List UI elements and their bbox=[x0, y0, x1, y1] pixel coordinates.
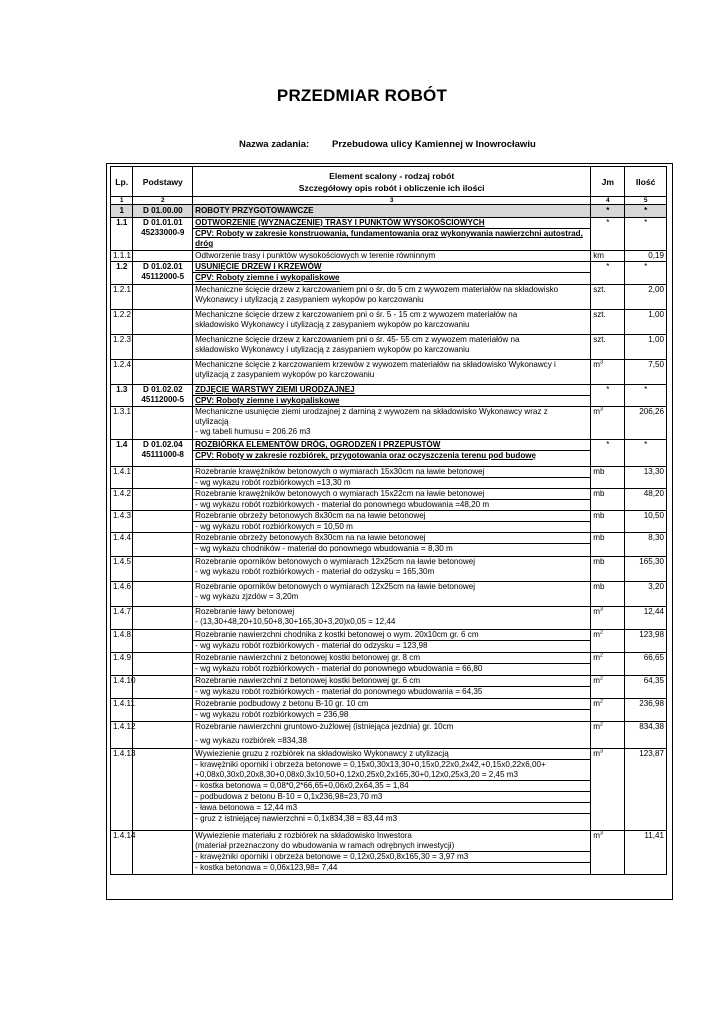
page-title: PRZEDMIAR ROBÓT bbox=[276, 86, 448, 105]
table-row: 1.2.2 Mechaniczne ścięcie drzew z karczowaniem pni o śr. 5 - 15 cm z wywozem materiałów na składowisko Wykonawcy i utylizacją z zasypaniem wykopów po karczowaniu szt. 1,00 bbox=[111, 310, 667, 335]
task-label: Nazwa zadania: bbox=[239, 139, 310, 150]
table-row: 1.4.13 Wywiezienie gruzu z rozbiórek na składowisko Wykonawcy z utylizacją - krawężniki oporniki i obrzeża betonowe = 0,15x0,30x13,30+0,15x0,22x0,2x42,+0,15x0,22x6,00+ +0,08x0,30x0,20x8,30+0,08x0,3x10,50+0,12x0,25x0,2x165,30+0,12x0,25x3,20 = 2,45 m3 - kostka betonowa = 0,08*0,2*66,65+0,06x0,2x64,35 = 1,84 - podbudowa z betonu B-10 = 0,1x236,98=23,70 m3 - ława betonowa = 12,44 m3 - gruz z istniejącej nawierzchni = 0,1x834,38 = 83,44 m3 $m^3$ 123,87 bbox=[111, 749, 667, 831]
table-row: 1.4.12 Rozebranie nawierzchni gruntowo-żużlowej (istniejąca jezdnia) gr. 10cm - wg wykazu rozbiórek =834,38 $m^2$ 834,38 bbox=[111, 722, 667, 749]
table-row: 1.4.1 Rozebranie krawężników betonowych o wymiarach 15x30cm na ławie betonowej - wg wykazu robót rozbiórkowych =13,30 m mb 13,30 bbox=[111, 467, 667, 489]
table-row: 1.4.10 Rozebranie nawierzchni z betonowej kostki betonowej gr. 6 cm - wg wykazu robót rozbiórkowych - materiał do ponownego wbudowania = 64,35 $m^2$ 64,35 bbox=[111, 676, 667, 699]
column-numbers-row: 1 2 3 4 5 bbox=[111, 197, 667, 205]
table-row: 1.4.3 Rozebranie obrzeży betonowych 8x30cm na na ławie betonowej - wg wykazu robót rozbiórkowych = 10,50 m mb 10,50 bbox=[111, 511, 667, 533]
table-row: 1.4.14 Wywiezienie materiału z rozbiórek na składowisko Inwestora (materiał przeznaczony do wbudowania w ramach odrębnych inwestycji) - krawężniki oporniki i obrzeża betonowe = 0,12x0,25x0,8x165,30 = 3,97 m3 - kostka betonowa = 0,06x123,98= 7,44 $m^3$ 11,41 bbox=[111, 831, 667, 875]
header-podstawy: Podstawy bbox=[133, 167, 193, 197]
table-row: 1.4.11 Rozebranie podbudowy z betonu B-10 gr. 10 cm - wg wykazu robót rozbiórkowych = 236,98 $m^2$ 236,98 bbox=[111, 699, 667, 722]
table-row: 1.4.9 Rozebranie nawierzchni z betonowej kostki betonowej gr. 8 cm - wg wykazu robót rozbiórkowych - materiał do ponownego wbudowania = 66,80 $m^2$ 66,65 bbox=[111, 653, 667, 676]
task-value: Przebudowa ulicy Kamiennej w Inowrocławiu bbox=[332, 139, 536, 150]
bill-of-quantities-table bbox=[110, 166, 667, 875]
header-lp: Lp. bbox=[111, 167, 133, 197]
group-row: 1.3 D 01.02.02 45112000-5 ZDJĘCIE WARSTWY ZIEMI URODZAJNEJ CPV: Roboty ziemne i wykopaliskowe * * bbox=[111, 385, 667, 407]
table-row: 1.2.3 Mechaniczne ścięcie drzew z karczowaniem pni o śr. 45- 55 cm z wywozem materiałów na składowisko Wykonawcy i utylizacją z zasypaniem wykopów po karczowaniu szt. 1,00 bbox=[111, 335, 667, 360]
header-ilosc: Ilość bbox=[625, 167, 667, 197]
group-row: 1.1 D 01.01.01 45233000-9 ODTWORZENIE (WYZNACZENIE) TRASY I PUNKTÓW WYSOKOŚCIOWYCH CPV: Roboty w zakresie konstruowania, fundamentowania oraz wykonywania nawierzchni autostrad, dróg * * bbox=[111, 218, 667, 251]
table-row: 1.4.7 Rozebranie ławy betonowej - (13,30+48,20+10,50+8,30+165,30+3,20)x0,05 = 12,44 $m^3$ 12,44 bbox=[111, 607, 667, 630]
table-row: 1.4.4 Rozebranie obrzeży betonowych 8x30cm na na ławie betonowej - wg wykazu chodników - materiał do ponownego wbudowania = 8,30 m mb 8,30 bbox=[111, 533, 667, 557]
header-element: Element scalony - rodzaj robót Szczegółowy opis robót i obliczenie ich ilości bbox=[193, 167, 591, 197]
group-row: 1.4 D 01.02.04 45111000-8 ROZBIÓRKA ELEMENTÓW DRÓG, OGRODZEŃ I PRZEPUSTÓW CPV: Roboty w zakresie rozbiórek, przygotowania oraz oczyszczenia terenu pod budowę * * bbox=[111, 440, 667, 467]
table-row: 1.4.5 Rozebranie oporników betonowych o wymiarach 12x25cm na ławie betonowej - wg wykazu robót rozbiórkowych - materiał do odzysku = 165,30m mb 165,30 bbox=[111, 557, 667, 582]
table-row: 1.4.8 Rozebranie nawierzchni chodnika z kostki betonowej o wym. 20x10cm gr. 6 cm - wg wykazu robót rozbiórkowych - materiał do odzysku = 123,98 $m^2$ 123,98 bbox=[111, 630, 667, 653]
table-row: 1.3.1 Mechaniczne usunięcie ziemi urodzajnej z darniną z wywozem na składowisko Wykonawcy wraz z utylizacją - wg tabeli humusu = 206.26 m3 $m^3$ 206,26 bbox=[111, 407, 667, 440]
table-row: 1.2.1 Mechaniczne ścięcie drzew z karczowaniem pni o śr. do 5 cm z wywozem materiałów na składowisko Wykonawcy i utylizacją z zasypaniem wykopów po karczowaniu szt. 2,00 bbox=[111, 285, 667, 310]
group-row: 1.2 D 01.02.01 45112000-5 USUNIĘCIE DRZEW I KRZEWÓW CPV: Roboty ziemne i wykopaliskowe * * bbox=[111, 262, 667, 285]
table-header bbox=[111, 167, 667, 197]
table-row: 1.1.1 Odtworzenie trasy i punktów wysokościowych w terenie równinnym km 0,19 bbox=[111, 251, 667, 262]
table-row: 1.4.6 Rozebranie oporników betonowych o wymiarach 12x25cm na ławie betonowej - wg wykazu zjzdów = 3,20m mb 3,20 bbox=[111, 582, 667, 607]
header-jm: Jm bbox=[591, 167, 625, 197]
table-row: 1.2.4 Mechaniczne ścięcie z karczowaniem krzewów z wywozem materiałów na składowisko Wykonawcy i utylizacją z zasypaniem wykopów po karczowaniu $m^3$ 7,50 bbox=[111, 360, 667, 385]
table-row: 1.4.2 Rozebranie krawężników betonowych o wymiarach 15x22cm na ławie betonowej - wg wykazu robót rozbiórkowych - materiał do ponownego wbudowania =48,20 m mb 48,20 bbox=[111, 489, 667, 511]
section-row: 1 D 01.00.00 ROBOTY PRZYGOTOWAWCZE * * bbox=[111, 205, 667, 218]
